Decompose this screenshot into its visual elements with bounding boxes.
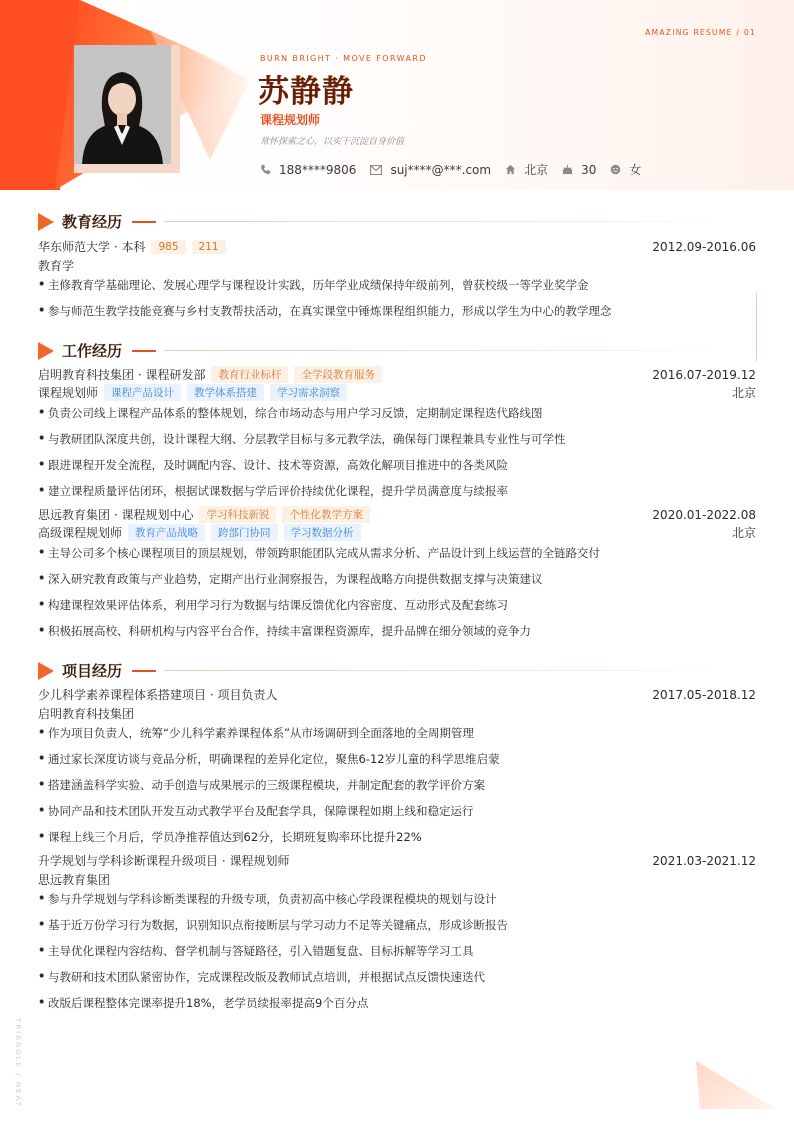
- project-org: 启明教育科技集团: [38, 707, 135, 721]
- school-tag: 211: [192, 240, 226, 254]
- title-dash: [132, 221, 156, 223]
- list-item: • 作为项目负责人，统筹“少儿科学素养课程体系”从市场调研到全面落地的全周期管理: [38, 725, 474, 740]
- role-name: 课程规划师: [38, 386, 99, 400]
- company-name: 启明教育科技集团 · 课程研发部: [38, 368, 206, 382]
- cake-icon: [562, 164, 573, 175]
- section-title: 工作经历: [62, 342, 123, 360]
- bullet-text: 积极拓展高校、科研机构与内容平台合作，持续丰富课程资源库，提升品牌在细分领域的竞争力: [48, 624, 531, 638]
- photo-frame: [74, 45, 180, 173]
- job-period: 2020.01-2022.08: [652, 507, 756, 522]
- triangle-icon: [38, 662, 54, 680]
- bullet-text: 参与师范生教学技能竞赛与乡村支教帮扶活动，在真实课堂中锤炼课程组织能力，形成以学生为中心的教学理念: [48, 304, 612, 318]
- project-org-row: [38, 705, 756, 722]
- list-item: • 参与师范生教学技能竞赛与乡村支教帮扶活动，在真实课堂中锤炼课程组织能力，形成以学生为中心的教学理念: [38, 303, 612, 318]
- skill-tag: 教育产品战略: [128, 524, 205, 541]
- bullet-text: 搭建涵盖科学实验、动手创造与成果展示的三级课程模块，并制定配套的教学评价方案: [48, 778, 485, 792]
- title-dash: [132, 670, 156, 672]
- bullet-text: 主修教育学基础理论、发展心理学与课程设计实践，历年学业成绩保持年级前列，曾获校级一等学业奖学金: [48, 278, 589, 292]
- education-period: 2012.09-2016.06: [652, 239, 756, 254]
- company-tag: 学习科技新锐: [199, 506, 276, 523]
- list-item: • 主导优化课程内容结构、督学机制与答疑路径，引入错题复盘、目标拆解等学习工具: [38, 943, 474, 958]
- company-tag: 全学段教育服务: [294, 366, 382, 383]
- bullet-text: 改版后课程整体完课率提升18%，老学员续报率提高9个百分点: [48, 996, 369, 1010]
- skill-tag: 跨部门协同: [211, 524, 278, 541]
- mail-icon: [370, 165, 382, 175]
- phone-icon: [260, 164, 271, 175]
- corner-triangle-decoration: [696, 1061, 776, 1111]
- section-rule: [164, 670, 724, 671]
- skill-tag: 教学体系搭建: [187, 384, 264, 401]
- bullet-text: 协同产品和技术团队开发互动式教学平台及配套学具，保障课程如期上线和稳定运行: [48, 804, 474, 818]
- list-item: • 主修教育学基础理论、发展心理学与课程设计实践，历年学业成绩保持年级前列，曾获校级一等学业奖学金: [38, 277, 589, 292]
- major-row: [38, 257, 756, 274]
- contact-email: [370, 163, 491, 177]
- company-name: 思远教育集团 · 课程规划中心: [38, 508, 194, 522]
- bullet-text: 与教研团队深度共创，设计课程大纲、分层教学目标与多元教学法，确保每门课程兼具专业性与可学性: [48, 432, 566, 446]
- skill-tag: 学习需求洞察: [270, 384, 347, 401]
- section-rule: [164, 350, 724, 351]
- role-row: [38, 384, 756, 401]
- project-name: 升学规划与学科诊断课程升级项目 · 课程规划师: [38, 854, 290, 868]
- bullet-text: 跟进课程开发全流程，及时调配内容、设计、技术等资源，高效化解项目推进中的各类风险: [48, 458, 508, 472]
- job-location: 北京: [731, 386, 756, 400]
- project-row: [38, 686, 756, 703]
- list-item: • 与教研团队深度共创，设计课程大纲、分层教学目标与多元教学法，确保每门课程兼具专业性与可学性: [38, 431, 566, 446]
- section-title: 教育经历: [62, 213, 123, 231]
- bullet-text: 参与升学规划与学科诊断类课程的升级专项，负责初高中核心学段课程模块的规划与设计: [48, 892, 497, 906]
- city: 北京: [524, 163, 549, 177]
- job-location: 北京: [731, 526, 756, 540]
- company-tag: 教育行业标杆: [211, 366, 288, 383]
- company-tag: 个性化教学方案: [282, 506, 370, 523]
- email-address: suj****@***.com: [390, 162, 492, 177]
- phone-number: 188****9806: [279, 162, 357, 177]
- list-item: • 参与升学规划与学科诊断类课程的升级专项，负责初高中核心学段课程模块的规划与设计: [38, 891, 497, 906]
- motto: 常怀探索之心，以实干沉淀自身价值: [260, 137, 405, 147]
- contact-age: [562, 163, 596, 177]
- candidate-name: 苏静静: [258, 74, 354, 110]
- bullet-text: 作为项目负责人，统筹“少儿科学素养课程体系”从市场调研到全面落地的全周期管理: [48, 726, 474, 740]
- education-heading: [38, 211, 758, 232]
- list-item: • 搭建涵盖科学实验、动手创造与成果展示的三级课程模块，并制定配套的教学评价方案: [38, 777, 485, 792]
- bullet-text: 负责公司线上课程产品体系的整体规划，综合市场动态与用户学习反馈，定期制定课程迭代路线图: [48, 406, 543, 420]
- gender: 女: [629, 163, 642, 177]
- list-item: • 积极拓展高校、科研机构与内容平台合作，持续丰富课程资源库，提升品牌在细分领域的竞争力: [38, 623, 531, 638]
- bullet-text: 基于近万份学习行为数据，识别知识点衔接断层与学习动力不足等关键痛点，形成诊断报告: [48, 918, 508, 932]
- job-row: [38, 506, 756, 523]
- list-item: • 建立课程质量评估闭环，根据试课数据与学后评价持续优化课程，提升学员满意度与续报率: [38, 483, 508, 498]
- list-item: • 课程上线三个月后，学员净推荐值达到62分，长期班复购率环比提升22%: [38, 829, 422, 844]
- list-item: • 跟进课程开发全流程，及时调配内容、设计、技术等资源，高效化解项目推进中的各类风险: [38, 457, 508, 472]
- job-row: [38, 366, 756, 383]
- school-tag: 985: [151, 240, 185, 254]
- job-period: 2016.07-2019.12: [652, 367, 756, 382]
- project-period: 2021.03-2021.12: [652, 853, 756, 868]
- list-item: • 协同产品和技术团队开发互动式教学平台及配套学具，保障课程如期上线和稳定运行: [38, 803, 474, 818]
- list-item: • 负责公司线上课程产品体系的整体规划，综合市场动态与用户学习反馈，定期制定课程迭代路线图: [38, 405, 543, 420]
- corner-tag: AMAZING RESUME / 01: [645, 28, 756, 37]
- education-row: [38, 238, 756, 255]
- bullet-text: 主导优化课程内容结构、督学机制与答疑路径，引入错题复盘、目标拆解等学习工具: [48, 944, 474, 958]
- project-period: 2017.05-2018.12: [652, 687, 756, 702]
- avatar: [74, 45, 171, 164]
- skill-tag: 学习数据分析: [284, 524, 361, 541]
- list-item: • 深入研究教育政策与产业趋势，定期产出行业洞察报告，为课程战略方向提供数据支撑与决策建议: [38, 571, 543, 586]
- triangle-icon: [38, 342, 54, 360]
- contact-city: [505, 161, 548, 178]
- age: 30: [581, 162, 597, 177]
- skill-tag: 课程产品设计: [104, 384, 181, 401]
- contact-gender: [610, 161, 641, 178]
- list-item: • 主导公司多个核心课程项目的顶层规划，带领跨职能团队完成从需求分析、产品设计到上线运营的全链路交付: [38, 545, 600, 560]
- contact-bar: [260, 161, 655, 178]
- bullet-text: 主导公司多个核心课程项目的顶层规划，带领跨职能团队完成从需求分析、产品设计到上线运营的全链路交付: [48, 546, 600, 560]
- portrait-illustration: [74, 45, 171, 164]
- contact-phone: [260, 163, 356, 177]
- job-title: 课程规划师: [260, 113, 321, 127]
- project-row: [38, 852, 756, 869]
- list-item: • 通过家长深度访谈与竞品分析，明确课程的差异化定位，聚焦6-12岁儿童的科学思维启蒙: [38, 751, 500, 766]
- smile-icon: [610, 164, 621, 175]
- bullet-text: 通过家长深度访谈与竞品分析，明确课程的差异化定位，聚焦6-12岁儿童的科学思维启蒙: [48, 752, 500, 766]
- work-heading: [38, 340, 758, 361]
- school-name: 华东师范大学 · 本科: [38, 240, 146, 254]
- bullet-text: 建立课程质量评估闭环，根据试课数据与学后评价持续优化课程，提升学员满意度与续报率: [48, 484, 508, 498]
- section-rule: [164, 221, 724, 222]
- bullet-text: 与教研和技术团队紧密协作，完成课程改版及教师试点培训，并根据试点反馈快速迭代: [48, 970, 485, 984]
- bullet-text: 课程上线三个月后，学员净推荐值达到62分，长期班复购率环比提升22%: [48, 830, 422, 844]
- slogan: BURN BRIGHT · MOVE FORWARD: [260, 54, 427, 63]
- project-name: 少儿科学素养课程体系搭建项目 · 项目负责人: [38, 688, 278, 702]
- list-item: • 改版后课程整体完课率提升18%，老学员续报率提高9个百分点: [38, 995, 369, 1010]
- list-item: • 构建课程效果评估体系，利用学习行为数据与结课反馈优化内容密度、互动形式及配套练习: [38, 597, 508, 612]
- bullet-text: 深入研究教育政策与产业趋势，定期产出行业洞察报告，为课程战略方向提供数据支撑与决策建议: [48, 572, 543, 586]
- project-org-row: [38, 871, 756, 888]
- major: 教育学: [38, 259, 75, 273]
- vertical-tag: TRIANGLE / HEAT: [14, 1018, 22, 1108]
- triangle-icon: [38, 213, 54, 231]
- role-name: 高级课程规划师: [38, 526, 123, 540]
- list-item: • 与教研和技术团队紧密协作，完成课程改版及教师试点培训，并根据试点反馈快速迭代: [38, 969, 485, 984]
- section-title: 项目经历: [62, 662, 123, 680]
- home-icon: [505, 164, 516, 175]
- list-item: • 基于近万份学习行为数据，识别知识点衔接断层与学习动力不足等关键痛点，形成诊断报告: [38, 917, 508, 932]
- title-dash: [132, 350, 156, 352]
- project-org: 思远教育集团: [38, 873, 111, 887]
- projects-heading: [38, 660, 758, 681]
- role-row: [38, 524, 756, 541]
- bullet-text: 构建课程效果评估体系，利用学习行为数据与结课反馈优化内容密度、互动形式及配套练习: [48, 598, 508, 612]
